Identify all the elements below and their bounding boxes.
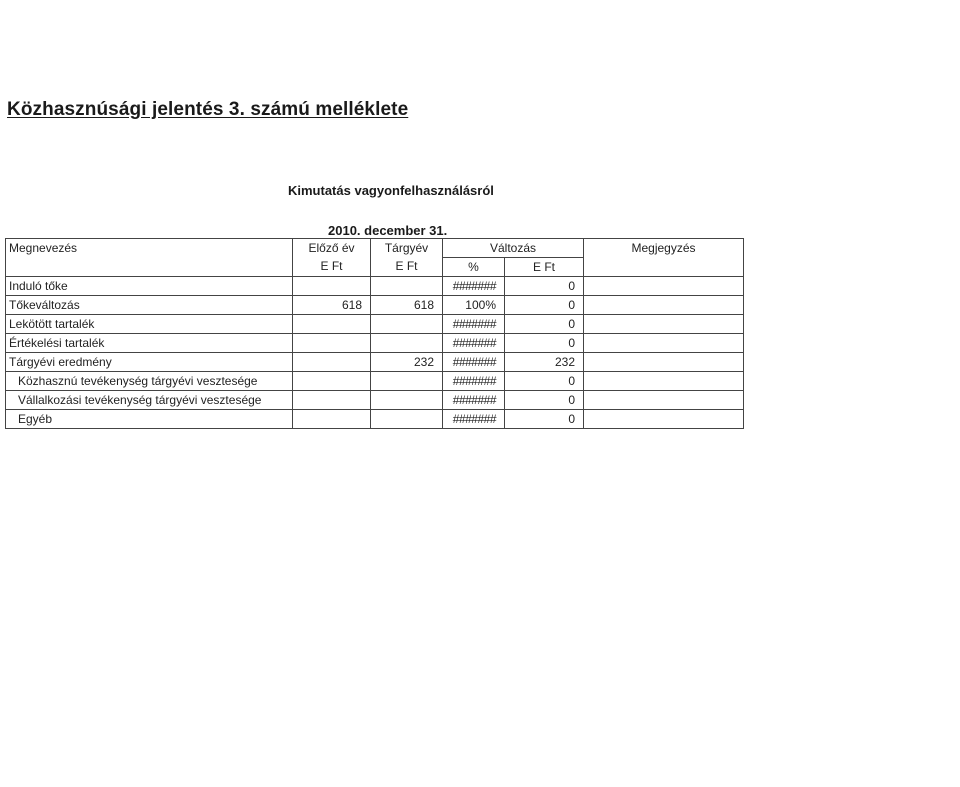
row-change: 0: [505, 277, 584, 296]
row-pct: #######: [443, 410, 505, 429]
document-title: Közhasznúsági jelentés 3. számú melléklete: [7, 99, 409, 120]
row-pct: #######: [443, 353, 505, 372]
row-change: 0: [505, 372, 584, 391]
row-pct: #######: [443, 334, 505, 353]
row-name: Vállalkozási tevékenység tárgyévi vesztesége: [6, 391, 293, 410]
header-change: Változás: [443, 239, 584, 258]
unit-name-blank: [6, 258, 293, 277]
row-current: [371, 277, 443, 296]
row-current: [371, 334, 443, 353]
row-pct: 100%: [443, 296, 505, 315]
row-current: 618: [371, 296, 443, 315]
asset-usage-table: [5, 238, 744, 429]
row-change: 232: [505, 353, 584, 372]
row-name: Induló tőke: [6, 277, 293, 296]
table-row: [6, 372, 744, 391]
row-name: Egyéb: [6, 410, 293, 429]
row-change: 0: [505, 296, 584, 315]
header-name: Megnevezés: [6, 239, 293, 258]
row-note: [584, 277, 744, 296]
row-note: [584, 410, 744, 429]
table-row: [6, 296, 744, 315]
row-prev: [293, 277, 371, 296]
row-current: [371, 410, 443, 429]
row-note: [584, 391, 744, 410]
row-name: Lekötött tartalék: [6, 315, 293, 334]
header-note: Megjegyzés: [584, 239, 744, 258]
row-note: [584, 353, 744, 372]
row-prev: [293, 372, 371, 391]
row-prev: [293, 353, 371, 372]
row-name: Tőkeváltozás: [6, 296, 293, 315]
row-current: [371, 315, 443, 334]
table-row: [6, 277, 744, 296]
row-name: Közhasznú tevékenység tárgyévi vesztesége: [6, 372, 293, 391]
header-prev-year: Előző év: [293, 239, 371, 258]
row-name: Értékelési tartalék: [6, 334, 293, 353]
report-date: 2010. december 31.: [328, 223, 448, 238]
row-prev: [293, 315, 371, 334]
unit-prev: E Ft: [293, 258, 371, 277]
row-change: 0: [505, 391, 584, 410]
row-pct: #######: [443, 372, 505, 391]
row-note: [584, 334, 744, 353]
row-pct: #######: [443, 391, 505, 410]
row-current: 232: [371, 353, 443, 372]
row-pct: #######: [443, 277, 505, 296]
unit-pct: %: [443, 258, 505, 277]
row-prev: [293, 410, 371, 429]
table-row: [6, 353, 744, 372]
table-row: [6, 334, 744, 353]
header-current-year: Tárgyév: [371, 239, 443, 258]
row-current: [371, 372, 443, 391]
row-change: 0: [505, 410, 584, 429]
table-row: [6, 315, 744, 334]
unit-note-blank: [584, 258, 744, 277]
table-unit-row: [6, 258, 744, 277]
row-note: [584, 296, 744, 315]
row-current: [371, 391, 443, 410]
row-change: 0: [505, 334, 584, 353]
table-header-row: [6, 239, 744, 258]
row-prev: [293, 391, 371, 410]
row-prev: [293, 334, 371, 353]
unit-change: E Ft: [505, 258, 584, 277]
document-subtitle: Kimutatás vagyonfelhasználásról: [288, 183, 494, 198]
row-prev: 618: [293, 296, 371, 315]
unit-current: E Ft: [371, 258, 443, 277]
row-change: 0: [505, 315, 584, 334]
row-pct: #######: [443, 315, 505, 334]
row-note: [584, 372, 744, 391]
table-row: [6, 391, 744, 410]
row-note: [584, 315, 744, 334]
table-row: [6, 410, 744, 429]
row-name: Tárgyévi eredmény: [6, 353, 293, 372]
